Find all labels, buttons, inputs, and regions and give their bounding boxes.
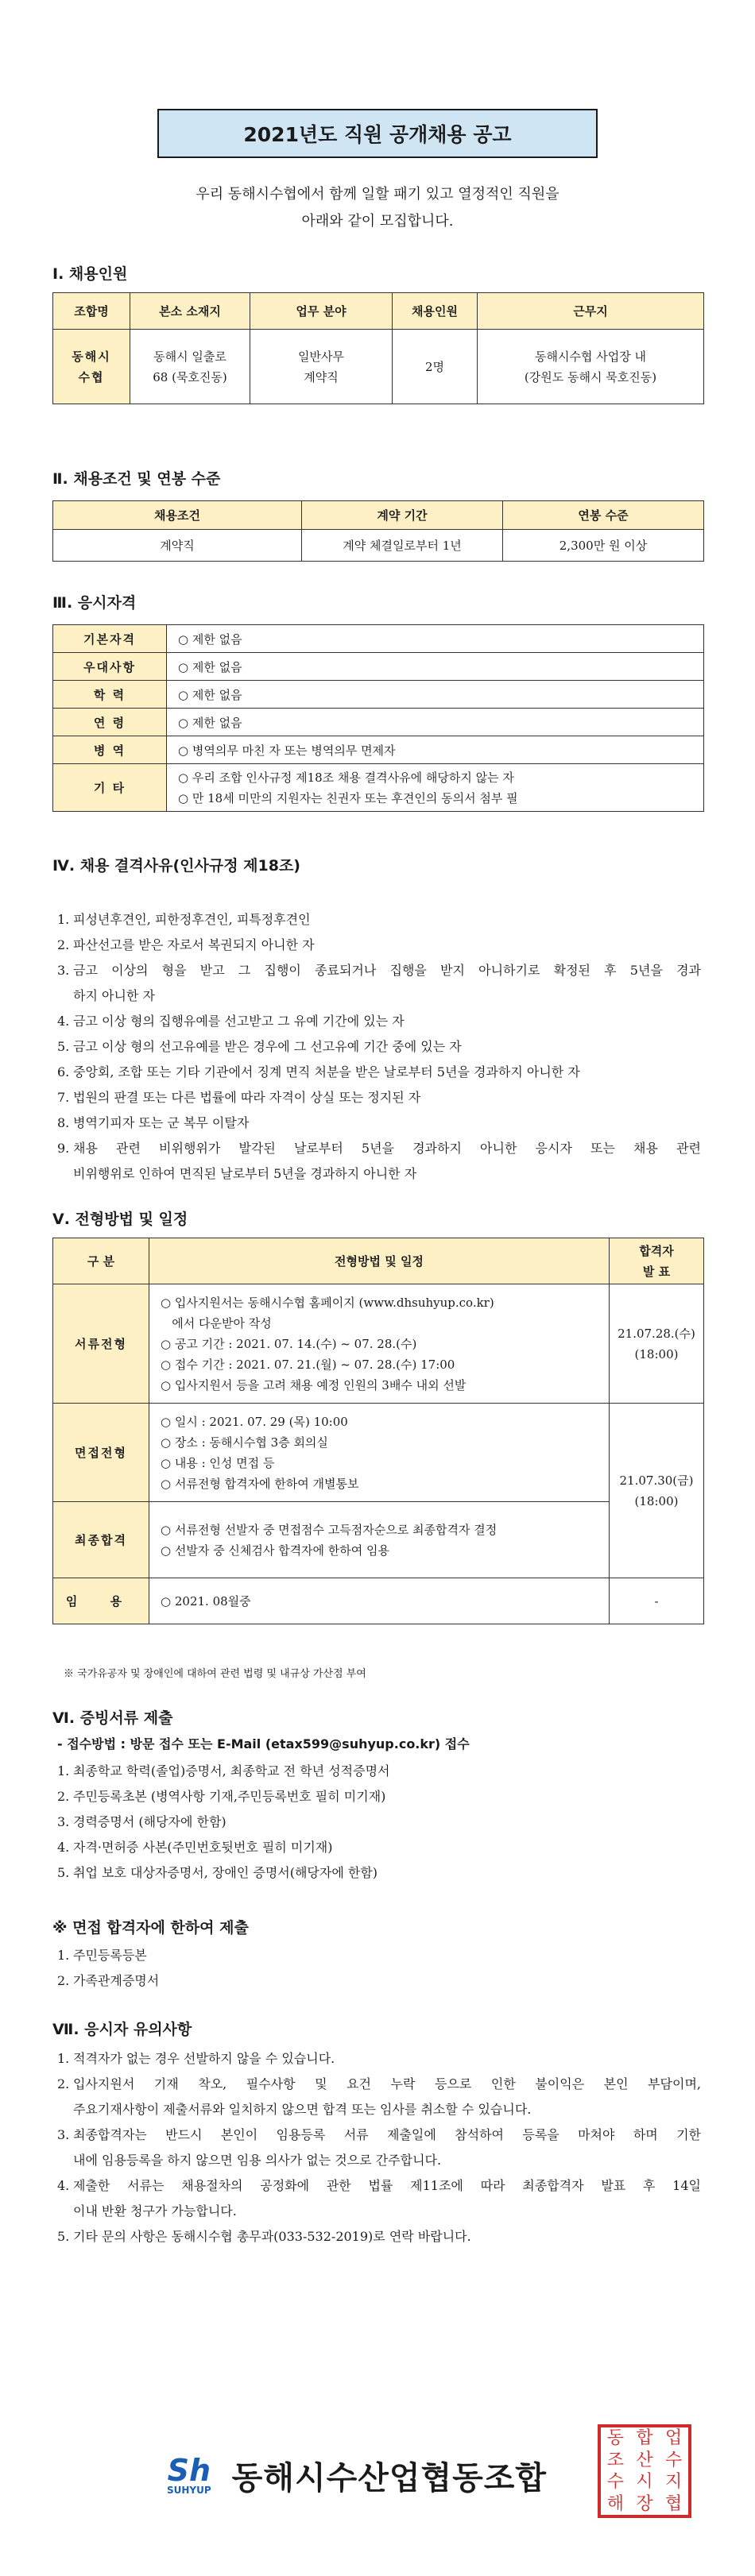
field-line: 일반사무 (298, 349, 344, 364)
workplace-line: (강원도 동해시 묵호진동) (524, 369, 657, 384)
announce-cell (610, 1284, 704, 1404)
stage-item: ○ 접수 기간 : 2021. 07. 21.(월) ~ 07. 28.(수) 17:00 (161, 1357, 455, 1372)
seal-char: 수 (665, 2450, 683, 2470)
period-cell: 계약 체결일로부터 1년 (302, 530, 503, 562)
list-text: 제출한 서류는 채용절차의 공정화에 관한 법률 제11조에 따라 최종합격자 발표 후 14일 (73, 2178, 701, 2193)
list-text: 주민등록등본 (73, 1948, 147, 1963)
qualifications-table (52, 624, 704, 812)
disqualification-list (57, 907, 701, 1187)
list-item (57, 958, 701, 1009)
list-text: 금고 이상 형의 선고유예를 받은 경우에 그 선고유예 기간 중에 있는 자 (73, 1039, 462, 1054)
col-header-line: 합격자 (639, 1243, 674, 1258)
stage-item: 에서 다운받아 작성 (161, 1315, 272, 1330)
col-header: 조합명 (53, 293, 130, 330)
announce-cell: - (610, 1578, 704, 1624)
stage-label: 서류전형 (53, 1284, 149, 1404)
stage-item: ○ 2021. 08월중 (149, 1578, 610, 1624)
footer-brand (167, 2453, 547, 2498)
list-number: 5. (57, 2229, 70, 2244)
suhyup-logo (167, 2452, 211, 2496)
list-item (57, 1835, 701, 1860)
seal-char: 지 (665, 2472, 683, 2492)
stage-item: ○ 서류전형 선발자 중 면접점수 고득점자순으로 최종합격자 결정 (161, 1522, 498, 1537)
count-cell: 2명 (393, 330, 478, 404)
announce-line: (18:00) (634, 1493, 679, 1508)
list-number: 2. (57, 1789, 70, 1804)
organization-name: 동해시수산업협동조합 (231, 2460, 548, 2497)
qual-value: ○ 제한 없음 (167, 653, 704, 681)
list-number: 3. (57, 963, 70, 978)
workplace-line: 동해시수협 사업장 내 (535, 349, 646, 364)
seal-char: 동 (606, 2428, 624, 2448)
stage-item: ○ 장소 : 동해시수협 3층 회의실 (161, 1435, 328, 1450)
address-line: 68 (묵호진동) (153, 369, 227, 384)
list-item (57, 1136, 701, 1187)
stage-item: ○ 서류전형 합격자에 한하여 개별통보 (161, 1476, 359, 1491)
list-number: 3. (57, 2127, 70, 2142)
col-header-line: 발 표 (642, 1264, 671, 1279)
announce-cell (610, 1404, 704, 1578)
col-header: 업무 분야 (250, 293, 393, 330)
stage-item: ○ 내용 : 인성 면접 등 (161, 1455, 275, 1470)
list-number: 2. (57, 1973, 70, 1988)
qual-label: 학 력 (53, 681, 167, 709)
section-heading-notes: Ⅶ. 응시자 유의사항 (52, 2021, 192, 2038)
list-item (57, 1110, 701, 1136)
bonus-note: ※ 국가유공자 및 장애인에 대하여 관련 법령 및 내규상 가산점 부여 (64, 1668, 366, 1680)
col-header: 채용인원 (393, 293, 478, 330)
list-text: 최종합격자는 반드시 본인이 임용등록 서류 제출일에 참석하여 등록을 마쳐야 하며 기한 (73, 2127, 701, 2142)
list-item (57, 1968, 701, 1994)
list-number: 6. (57, 1064, 70, 1079)
workplace-cell (478, 330, 704, 404)
list-text: 취업 보호 대상자증명서, 장애인 증명서(해당자에 한함) (73, 1865, 378, 1880)
seal-char: 합 (636, 2428, 653, 2448)
list-text: 금고 이상의 형을 받고 그 집행이 종료되거나 집행을 받지 아니하기로 확정된 후 5년을 경과 (73, 963, 701, 978)
list-number: 1. (57, 2051, 70, 2066)
qual-label: 우대사항 (53, 653, 167, 681)
qual-value (167, 764, 704, 812)
list-number: 1. (57, 1763, 70, 1778)
qual-value: ○ 제한 없음 (167, 709, 704, 736)
qual-value: ○ 제한 없음 (167, 681, 704, 709)
list-item (57, 1809, 701, 1835)
list-item (57, 2173, 701, 2224)
seal-char: 시 (636, 2472, 653, 2492)
stage-label: 최종합격 (53, 1502, 149, 1578)
announce-line: 21.07.30(금) (619, 1473, 694, 1488)
list-text: 비위행위로 인하여 면직된 날로부터 5년을 경과하지 아니한 자 (73, 1166, 417, 1181)
qual-label: 기본자격 (53, 625, 167, 653)
list-text: 최종학교 학력(졸업)증명서, 최종학교 전 학년 성적증명서 (73, 1763, 390, 1778)
seal-char: 수 (606, 2472, 624, 2492)
qual-label: 병 역 (53, 736, 167, 764)
list-text: 금고 이상 형의 집행유예를 선고받고 그 유예 기간에 있는 자 (73, 1014, 405, 1029)
list-text: 하지 아니한 자 (73, 988, 155, 1003)
stage-items (149, 1284, 610, 1404)
qual-label: 연 령 (53, 709, 167, 736)
list-text: 채용 관련 비위행위가 발각된 날로부터 5년을 경과하지 아니한 응시자 또는 채용 관련 (73, 1141, 701, 1156)
section-heading-recruitment: Ⅰ. 채용인원 (52, 265, 128, 283)
stage-item: ○ 입사지원서는 동해시수협 홈페이지 (www.dhsuhyup.co.kr) (161, 1295, 494, 1310)
stage-item: ○ 선발자 중 신체검사 합격자에 한하여 임용 (161, 1543, 390, 1558)
seal-char: 협 (665, 2493, 683, 2514)
col-header: 전형방법 및 일정 (149, 1238, 610, 1284)
list-text: 이내 반환 청구가 가능합니다. (73, 2203, 237, 2219)
logo-text: SUHYUP (167, 2484, 211, 2496)
list-text: 피성년후견인, 피한정후견인, 피특정후견인 (73, 912, 311, 927)
stage-label: 면접전형 (53, 1404, 149, 1502)
field-cell (250, 330, 393, 404)
seal-char: 업 (665, 2428, 683, 2448)
list-number: 3. (57, 1814, 70, 1829)
section-heading-disqualifications: Ⅳ. 채용 결격사유(인사규정 제18조) (52, 857, 300, 875)
section-heading-selection: Ⅴ. 전형방법 및 일정 (52, 1211, 188, 1228)
address-cell (130, 330, 250, 404)
stage-item: ○ 일시 : 2021. 07. 29 (목) 10:00 (161, 1414, 348, 1429)
qual-item: ○ 우리 조합 인사규정 제18조 채용 결격사유에 해당하지 않는 자 (178, 770, 514, 785)
notes-list (57, 2046, 701, 2250)
documents-list (57, 1759, 701, 1886)
intro-line-1: 우리 동해시수협에서 함께 일할 패기 있고 열정적인 직원을 (196, 186, 559, 203)
col-header: 계약 기간 (302, 501, 503, 530)
list-number: 4. (57, 2178, 70, 2193)
stage-items (149, 1404, 610, 1502)
qual-label: 기 타 (53, 764, 167, 812)
list-text: 주요기재사항이 제출서류와 일치하지 않으면 합격 또는 임사를 취소할 수 있습니다. (73, 2102, 532, 2117)
address-line: 동해시 일출로 (153, 349, 226, 364)
list-number: 9. (57, 1141, 70, 1156)
section-heading-qualifications: Ⅲ. 응시자격 (52, 594, 137, 612)
list-item (57, 2122, 701, 2173)
official-seal (598, 2424, 691, 2518)
section-heading-conditions: Ⅱ. 채용조건 및 연봉 수준 (52, 470, 221, 488)
col-header (610, 1238, 704, 1284)
list-item (57, 1784, 701, 1809)
org-line: 수협 (78, 369, 105, 384)
list-number: 4. (57, 1840, 70, 1855)
submission-method: - 접수방법 : 방문 접수 또는 E-Mail (etax599@suhyup.co.kr) 접수 (57, 1736, 470, 1751)
list-item (57, 1085, 701, 1110)
list-number: 7. (57, 1090, 70, 1105)
list-text: 적격자가 없는 경우 선발하지 않을 수 있습니다. (73, 2051, 335, 2066)
list-item (57, 933, 701, 958)
col-header: 본소 소재지 (130, 293, 250, 330)
col-header: 연봉 수준 (503, 501, 704, 530)
seal-char: 장 (636, 2493, 653, 2514)
stage-item: ○ 공고 기간 : 2021. 07. 14.(수) ~ 07. 28.(수) (161, 1336, 417, 1351)
list-number: 5. (57, 1865, 70, 1880)
list-item (57, 2046, 701, 2072)
list-number: 1. (57, 912, 70, 927)
list-item (57, 1034, 701, 1060)
org-cell (53, 330, 130, 404)
section-heading-documents: Ⅵ. 증빙서류 제출 (52, 1709, 173, 1727)
condition-cell: 계약직 (53, 530, 302, 562)
list-number: 5. (57, 1039, 70, 1054)
logo-mark: Sh (167, 2452, 211, 2488)
list-number: 4. (57, 1014, 70, 1029)
list-number: 2. (57, 2076, 70, 2091)
field-line: 계약직 (304, 369, 339, 384)
col-header: 구 분 (53, 1238, 149, 1284)
list-item (57, 1060, 701, 1085)
list-text: 자격·면허증 사본(주민번호뒷번호 필히 미기재) (73, 1840, 333, 1855)
list-item (57, 1943, 701, 1968)
list-item (57, 1009, 701, 1034)
stage-items (149, 1502, 610, 1578)
list-text: 중앙회, 조합 또는 기타 기관에서 징계 면직 처분을 받은 날로부터 5년을 경과하지 아니한 자 (73, 1064, 580, 1079)
announce-line: (18:00) (634, 1346, 679, 1361)
interview-docs-list (57, 1943, 701, 1994)
seal-char: 산 (636, 2450, 653, 2470)
list-item (57, 2072, 701, 2122)
list-item (57, 1860, 701, 1886)
section-heading-interview-docs: ※ 면접 합격자에 한하여 제출 (52, 1919, 249, 1937)
list-text: 법원의 판결 또는 다른 법률에 따라 자격이 상실 또는 정지된 자 (73, 1090, 421, 1105)
list-text: 내에 임용등록을 하지 않으면 임용 의사가 없는 것으로 간주합니다. (73, 2153, 442, 2168)
seal-char: 조 (606, 2450, 624, 2470)
list-number: 8. (57, 1115, 70, 1130)
qual-value: ○ 제한 없음 (167, 625, 704, 653)
stage-item: ○ 입사지원서 등을 고려 채용 예정 인원의 3배수 내외 선발 (161, 1377, 467, 1392)
list-text: 입사지원서 기재 착오, 필수사항 및 요건 누락 등으로 인한 불이익은 본인 부담이며, (73, 2076, 701, 2091)
col-header: 채용조건 (53, 501, 302, 530)
announce-line: 21.07.28.(수) (618, 1326, 695, 1341)
col-header: 근무지 (478, 293, 704, 330)
list-text: 경력증명서 (해당자에 한함) (73, 1814, 226, 1829)
selection-table (52, 1238, 704, 1624)
list-number: 1. (57, 1948, 70, 1963)
stage-label: 임 용 (53, 1578, 149, 1624)
recruitment-table (52, 292, 704, 404)
notice-title: 2021년도 직원 공개채용 공고 (157, 109, 598, 158)
list-text: 주민등록초본 (병역사항 기재,주민등록번호 필히 미기재) (73, 1789, 386, 1804)
list-text: 기타 문의 사항은 동해시수협 총무과(033-532-2019)로 연락 바랍니다. (73, 2229, 471, 2244)
list-item (57, 2224, 701, 2250)
list-item (57, 1759, 701, 1784)
intro-line-2: 아래와 같이 모집합니다. (301, 213, 454, 230)
list-text: 가족관계증명서 (73, 1973, 160, 1988)
list-text: 파산선고를 받은 자로서 복권되지 아니한 자 (73, 937, 315, 952)
qual-value: ○ 병역의무 마친 자 또는 병역의무 면제자 (167, 736, 704, 764)
qual-item: ○ 만 18세 미만의 지원자는 친권자 또는 후견인의 동의서 첨부 필 (178, 790, 518, 805)
list-text: 병역기피자 또는 군 복무 이탈자 (73, 1115, 250, 1130)
org-line: 동해시 (72, 349, 111, 364)
list-number: 2. (57, 937, 70, 952)
seal-char: 해 (606, 2493, 624, 2514)
salary-cell: 2,300만 원 이상 (503, 530, 704, 562)
list-item (57, 907, 701, 933)
conditions-table (52, 500, 704, 562)
